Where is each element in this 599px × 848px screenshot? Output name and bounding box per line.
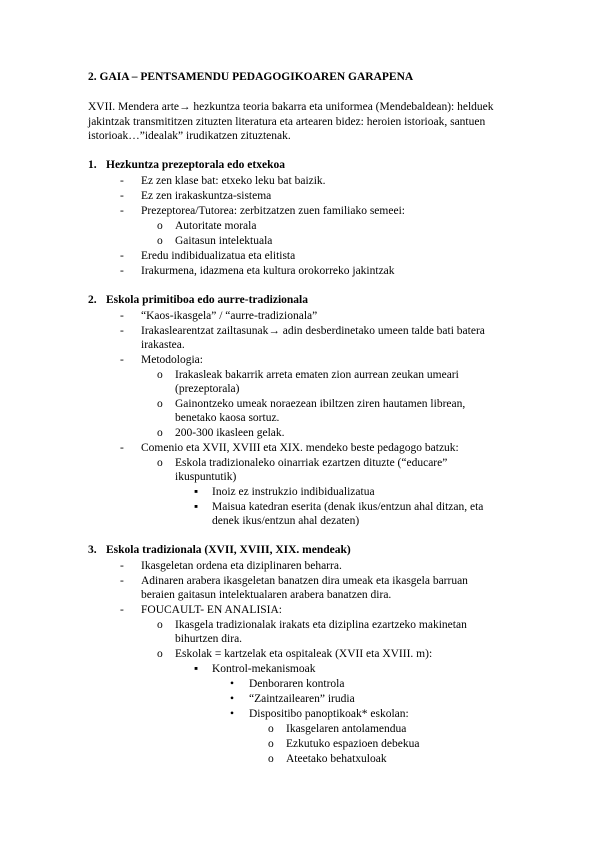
list-marker: - — [120, 265, 124, 277]
list-item: Denboraren kontrola — [249, 678, 345, 690]
list-item: Autoritate morala — [175, 220, 257, 232]
list-marker: o — [157, 235, 163, 247]
list-marker: o — [268, 738, 274, 750]
list-item: Inoiz ez instrukzio indibidualizatua — [212, 486, 375, 498]
list-marker: - — [120, 310, 124, 322]
section-heading: Hezkuntza prezeptorala edo etxekoa — [106, 159, 285, 171]
list-item: Ez zen irakaskuntza-sistema — [141, 190, 272, 202]
list-item-continuation: (prezeptorala) — [175, 383, 240, 395]
list-item: Eskola tradizionaleko oinarriak ezartzen dituzte (“educare” — [175, 457, 448, 469]
list-item-continuation: benetako kaosa sortuz. — [175, 412, 280, 424]
list-marker: ▪ — [194, 501, 199, 513]
page-title: 2. GAIA – PENTSAMENDU PEDAGOGIKOAREN GARAPENA — [88, 71, 414, 83]
list-item: 200-300 ikasleen gelak. — [175, 427, 285, 439]
list-marker: o — [157, 648, 163, 660]
list-marker: - — [120, 250, 124, 262]
list-item: Metodologia: — [141, 354, 203, 366]
list-marker: • — [230, 678, 235, 690]
list-item: Prezeptorea/Tutorea: zerbitzatzen zuen familiako semeei: — [141, 205, 405, 217]
list-marker: - — [120, 325, 124, 337]
list-item: Ikasgelaren antolamendua — [286, 723, 407, 735]
list-marker: o — [268, 723, 274, 735]
list-marker: - — [120, 560, 124, 572]
list-marker: - — [120, 604, 124, 616]
list-marker: ▪ — [194, 486, 199, 498]
list-marker: o — [268, 753, 274, 765]
list-item: Eredu indibidualizatua eta elitista — [141, 250, 296, 262]
list-item: Gainontzeko umeak noraezean ibiltzen ziren hautamen librean, — [175, 398, 466, 410]
list-item: Ez zen klase bat: etxeko leku bat baizik. — [141, 175, 326, 187]
list-marker: - — [120, 354, 124, 366]
list-marker: o — [157, 220, 163, 232]
intro-line: jakintzak transmititzen zituzten literatura eta artearen bidez: heroien istorioak, santuen — [88, 116, 486, 128]
list-marker: ▪ — [194, 663, 199, 675]
list-item: Irakasleak bakarrik arreta ematen zion aurrean zeukan umeari — [175, 369, 459, 381]
intro-line: XVII. Mendera arte→ hezkuntza teoria bakarra eta uniformea (Mendebaldean): helduek — [88, 101, 494, 113]
list-item: Maisua katedran eserita (denak ikus/entzun ahal ditzan, eta — [212, 501, 484, 513]
list-item-continuation: irakastea. — [141, 339, 185, 351]
list-marker: o — [157, 619, 163, 631]
list-item: Kontrol-mekanismoak — [212, 663, 316, 675]
list-item: Comenio eta XVII, XVIII eta XIX. mendeko beste pedagogo batzuk: — [141, 442, 459, 454]
list-marker: • — [230, 693, 235, 705]
list-item-continuation: beraien gaitasun intelektualaren arabera banatzen dira. — [141, 589, 392, 601]
list-marker: - — [120, 190, 124, 202]
list-marker: o — [157, 398, 163, 410]
section-number: 3. — [88, 544, 97, 556]
list-item: Ikasgela tradizionalak irakats eta diziplina ezartzeko makinetan — [175, 619, 467, 631]
list-item: “Kaos-ikasgela” / “aurre-tradizionala” — [141, 310, 318, 322]
list-item: Gaitasun intelektuala — [175, 235, 273, 247]
list-item: Dispositibo panoptikoak* eskolan: — [249, 708, 409, 720]
list-item: Irakurmena, idazmena eta kultura orokorreko jakintzak — [141, 265, 395, 277]
intro-line: istorioak…”idealak” irudikatzen zituztenak. — [88, 130, 291, 142]
list-item: Irakaslearentzat zailtasunak→ adin desberdinetako umeen talde bati batera — [141, 325, 485, 337]
list-item-continuation: bihurtzen dira. — [175, 633, 243, 645]
section-heading: Eskola tradizionala (XVII, XVIII, XIX. mendeak) — [106, 544, 351, 556]
list-item: Adinaren arabera ikasgeletan banatzen dira umeak eta ikasgela barruan — [141, 575, 468, 587]
section-number: 1. — [88, 159, 97, 171]
list-marker: - — [120, 442, 124, 454]
list-item: Ateetako behatxuloak — [286, 753, 387, 765]
list-item-continuation: denek ikus/entzun ahal dezaten) — [212, 515, 360, 527]
list-marker: • — [230, 708, 235, 720]
list-item: FOUCAULT- EN ANALISIA: — [141, 604, 282, 616]
list-item: Eskolak = kartzelak eta ospitaleak (XVII eta XVIII. m): — [175, 648, 433, 660]
list-marker: - — [120, 205, 124, 217]
list-marker: o — [157, 427, 163, 439]
section-number: 2. — [88, 294, 97, 306]
section-heading: Eskola primitiboa edo aurre-tradizionala — [106, 294, 308, 306]
list-marker: o — [157, 457, 163, 469]
list-marker: - — [120, 175, 124, 187]
list-item: “Zaintzailearen” irudia — [249, 693, 355, 705]
list-item-continuation: ikuspuntutik) — [175, 471, 237, 483]
list-item: Ezkutuko espazioen debekua — [286, 738, 420, 750]
list-item: Ikasgeletan ordena eta diziplinaren beharra. — [141, 560, 342, 572]
list-marker: - — [120, 575, 124, 587]
list-marker: o — [157, 369, 163, 381]
